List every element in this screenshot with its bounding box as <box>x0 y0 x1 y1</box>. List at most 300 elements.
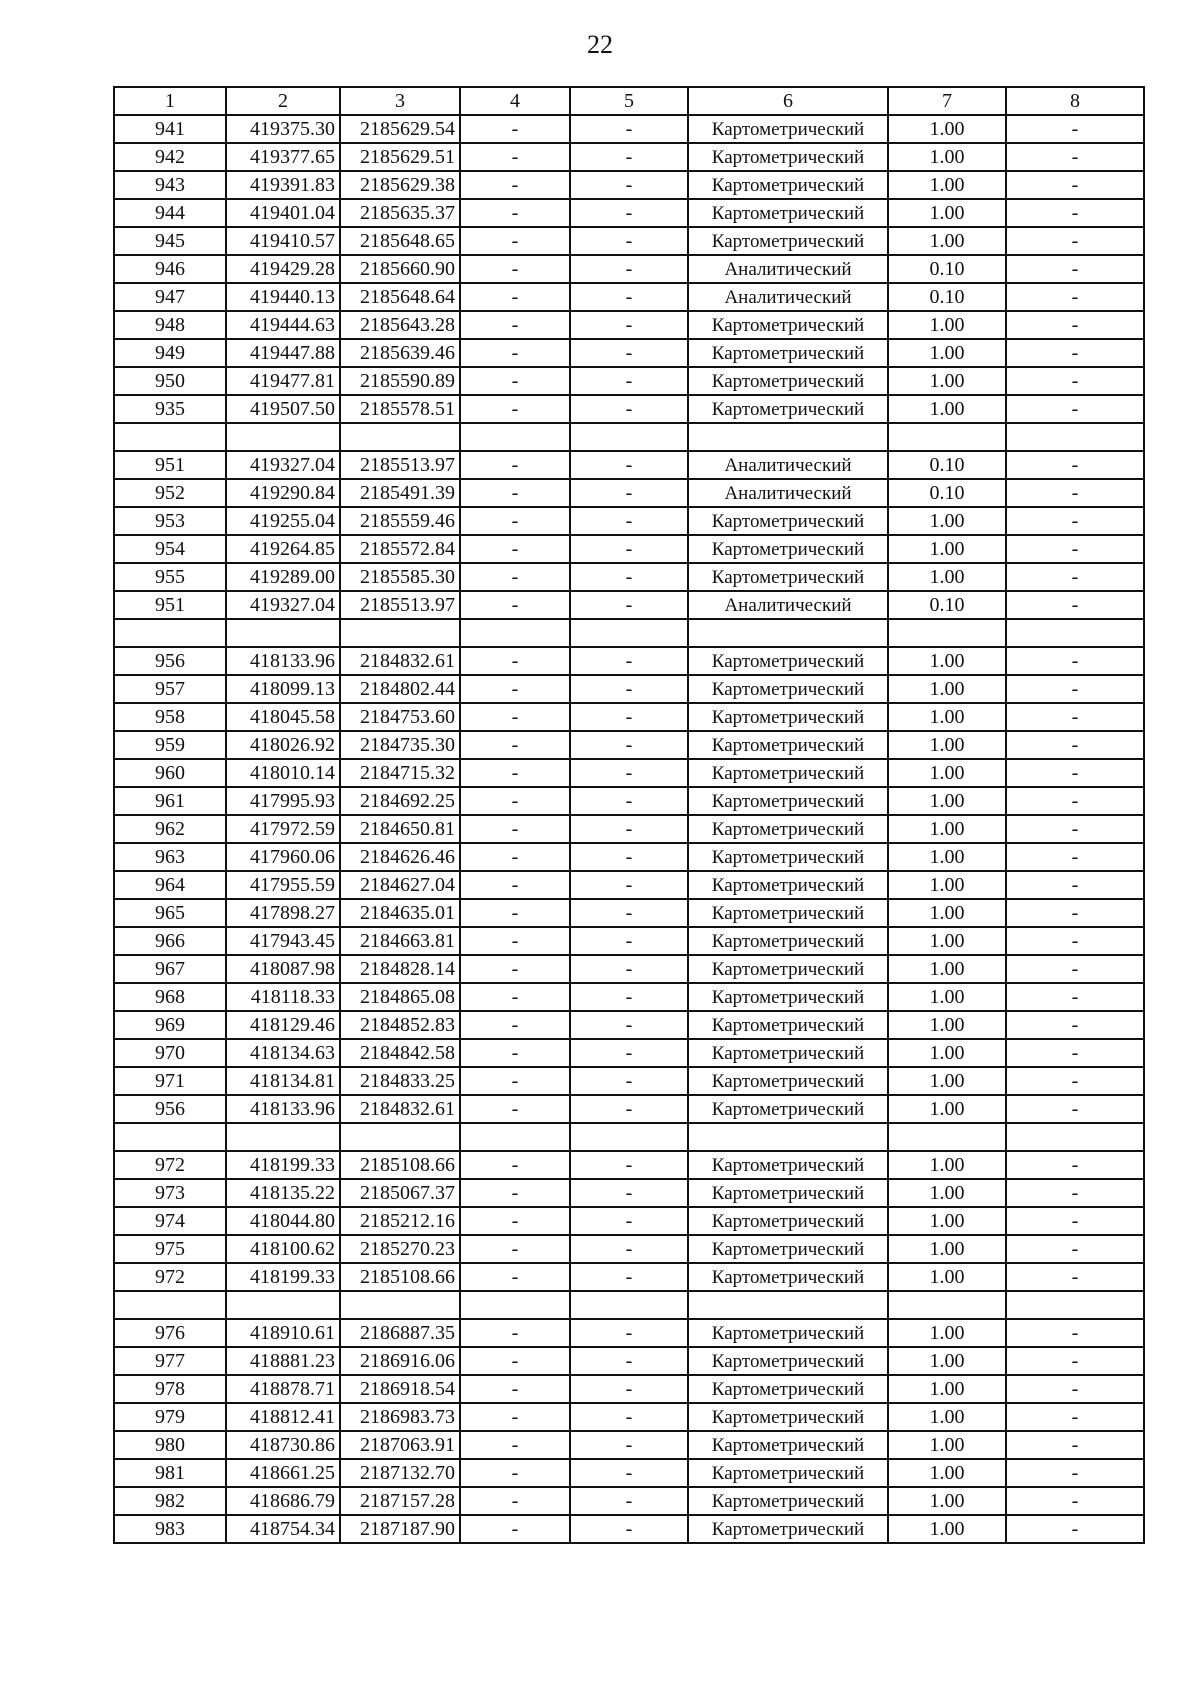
accuracy-cell: 1.00 <box>888 395 1006 423</box>
table-row <box>114 1207 1144 1235</box>
table-row <box>114 983 1144 1011</box>
x-coordinate-cell: 419440.13 <box>226 283 340 311</box>
accuracy-cell: 1.00 <box>888 1235 1006 1263</box>
col8-value-cell: - <box>1006 1095 1144 1123</box>
method-cell: Картометрический <box>688 1459 888 1487</box>
y-coordinate-cell: 2185491.39 <box>340 479 460 507</box>
col5-value-cell: - <box>570 1403 688 1431</box>
accuracy-cell: 1.00 <box>888 1459 1006 1487</box>
col8-value-cell: - <box>1006 255 1144 283</box>
x-coordinate-cell: 418754.34 <box>226 1515 340 1543</box>
col8-value-cell: - <box>1006 1207 1144 1235</box>
col8-value-cell: - <box>1006 1319 1144 1347</box>
y-coordinate-cell: 2185270.23 <box>340 1235 460 1263</box>
col5-value-cell: - <box>570 955 688 983</box>
x-coordinate-cell: 419410.57 <box>226 227 340 255</box>
col5-value-cell: - <box>570 843 688 871</box>
y-coordinate-cell: 2185629.54 <box>340 115 460 143</box>
x-coordinate-cell: 419255.04 <box>226 507 340 535</box>
point-number-cell: 972 <box>114 1263 226 1291</box>
col5-value-cell: - <box>570 1179 688 1207</box>
x-coordinate-cell: 418045.58 <box>226 703 340 731</box>
column-header: 1 <box>114 87 226 115</box>
table-row <box>114 787 1144 815</box>
col5-value-cell: - <box>570 507 688 535</box>
col4-value-cell: - <box>460 563 570 591</box>
table-row <box>114 339 1144 367</box>
column-header: 7 <box>888 87 1006 115</box>
y-coordinate-cell: 2184635.01 <box>340 899 460 927</box>
table-row <box>114 1487 1144 1515</box>
y-coordinate-cell: 2185629.51 <box>340 143 460 171</box>
point-number-cell: 954 <box>114 535 226 563</box>
method-cell: Картометрический <box>688 927 888 955</box>
table-row <box>114 815 1144 843</box>
col5-value-cell: - <box>570 479 688 507</box>
method-cell: Картометрический <box>688 1403 888 1431</box>
method-cell: Аналитический <box>688 255 888 283</box>
table-row <box>114 731 1144 759</box>
column-header: 5 <box>570 87 688 115</box>
point-number-cell: 956 <box>114 647 226 675</box>
x-coordinate-cell: 418199.33 <box>226 1263 340 1291</box>
point-number-cell: 955 <box>114 563 226 591</box>
col8-value-cell: - <box>1006 507 1144 535</box>
page-number: 22 <box>587 30 613 59</box>
accuracy-cell: 1.00 <box>888 927 1006 955</box>
y-coordinate-cell: 2184802.44 <box>340 675 460 703</box>
point-number-cell: 968 <box>114 983 226 1011</box>
table-row <box>114 1403 1144 1431</box>
col4-value-cell: - <box>460 871 570 899</box>
col5-value-cell: - <box>570 227 688 255</box>
method-cell: Картометрический <box>688 199 888 227</box>
accuracy-cell: 1.00 <box>888 311 1006 339</box>
column-header: 4 <box>460 87 570 115</box>
table-row <box>114 759 1144 787</box>
y-coordinate-cell: 2186918.54 <box>340 1375 460 1403</box>
col4-value-cell: - <box>460 703 570 731</box>
col4-value-cell: - <box>460 787 570 815</box>
col4-value-cell <box>460 1123 570 1151</box>
col8-value-cell: - <box>1006 535 1144 563</box>
table-row <box>114 1431 1144 1459</box>
col8-value-cell <box>1006 423 1144 451</box>
y-coordinate-cell: 2187157.28 <box>340 1487 460 1515</box>
col5-value-cell: - <box>570 1319 688 1347</box>
col5-value-cell: - <box>570 591 688 619</box>
col4-value-cell: - <box>460 1067 570 1095</box>
point-number-cell: 946 <box>114 255 226 283</box>
col8-value-cell: - <box>1006 171 1144 199</box>
col8-value-cell: - <box>1006 1011 1144 1039</box>
point-number-cell: 943 <box>114 171 226 199</box>
col8-value-cell: - <box>1006 787 1144 815</box>
y-coordinate-cell: 2185585.30 <box>340 563 460 591</box>
method-cell: Картометрический <box>688 143 888 171</box>
col5-value-cell <box>570 619 688 647</box>
method-cell <box>688 619 888 647</box>
table-row <box>114 1039 1144 1067</box>
x-coordinate-cell: 418135.22 <box>226 1179 340 1207</box>
col8-value-cell: - <box>1006 1179 1144 1207</box>
point-number-cell: 970 <box>114 1039 226 1067</box>
col5-value-cell: - <box>570 311 688 339</box>
accuracy-cell: 1.00 <box>888 731 1006 759</box>
x-coordinate-cell: 418133.96 <box>226 647 340 675</box>
col5-value-cell: - <box>570 143 688 171</box>
x-coordinate-cell: 417943.45 <box>226 927 340 955</box>
col5-value-cell: - <box>570 1067 688 1095</box>
accuracy-cell: 1.00 <box>888 1207 1006 1235</box>
col5-value-cell: - <box>570 1263 688 1291</box>
col4-value-cell: - <box>460 1263 570 1291</box>
col4-value-cell: - <box>460 395 570 423</box>
col8-value-cell <box>1006 1123 1144 1151</box>
table-row <box>114 1095 1144 1123</box>
y-coordinate-cell: 2185212.16 <box>340 1207 460 1235</box>
accuracy-cell: 1.00 <box>888 1039 1006 1067</box>
col5-value-cell: - <box>570 759 688 787</box>
accuracy-cell <box>888 1123 1006 1151</box>
table-row <box>114 479 1144 507</box>
col5-value-cell: - <box>570 1375 688 1403</box>
table-separator-row <box>114 1123 1144 1151</box>
table-row <box>114 1263 1144 1291</box>
col4-value-cell: - <box>460 955 570 983</box>
col8-value-cell: - <box>1006 1487 1144 1515</box>
method-cell: Картометрический <box>688 339 888 367</box>
col4-value-cell: - <box>460 1459 570 1487</box>
table-row <box>114 647 1144 675</box>
y-coordinate-cell <box>340 1123 460 1151</box>
method-cell: Картометрический <box>688 1263 888 1291</box>
y-coordinate-cell: 2184627.04 <box>340 871 460 899</box>
point-number-cell: 961 <box>114 787 226 815</box>
method-cell: Картометрический <box>688 1039 888 1067</box>
table-separator-row <box>114 1291 1144 1319</box>
table-row <box>114 283 1144 311</box>
table-row <box>114 1151 1144 1179</box>
col5-value-cell: - <box>570 199 688 227</box>
point-number-cell: 958 <box>114 703 226 731</box>
table-row <box>114 171 1144 199</box>
x-coordinate-cell: 418686.79 <box>226 1487 340 1515</box>
method-cell: Аналитический <box>688 283 888 311</box>
point-number-cell: 947 <box>114 283 226 311</box>
col5-value-cell: - <box>570 451 688 479</box>
col4-value-cell: - <box>460 1515 570 1543</box>
col8-value-cell <box>1006 1291 1144 1319</box>
col4-value-cell <box>460 619 570 647</box>
accuracy-cell: 1.00 <box>888 899 1006 927</box>
x-coordinate-cell: 419447.88 <box>226 339 340 367</box>
method-cell: Картометрический <box>688 983 888 1011</box>
table-row <box>114 1375 1144 1403</box>
x-coordinate-cell: 419327.04 <box>226 451 340 479</box>
col5-value-cell: - <box>570 115 688 143</box>
x-coordinate-cell: 419327.04 <box>226 591 340 619</box>
table-row <box>114 143 1144 171</box>
x-coordinate-cell: 418730.86 <box>226 1431 340 1459</box>
table-header-row <box>114 87 1144 115</box>
col4-value-cell: - <box>460 983 570 1011</box>
col8-value-cell: - <box>1006 731 1144 759</box>
x-coordinate-cell: 419289.00 <box>226 563 340 591</box>
col4-value-cell: - <box>460 1375 570 1403</box>
accuracy-cell: 1.00 <box>888 1319 1006 1347</box>
col4-value-cell: - <box>460 927 570 955</box>
col4-value-cell: - <box>460 899 570 927</box>
x-coordinate-cell: 418661.25 <box>226 1459 340 1487</box>
table-row <box>114 451 1144 479</box>
point-number-cell <box>114 1291 226 1319</box>
y-coordinate-cell: 2184715.32 <box>340 759 460 787</box>
x-coordinate-cell: 418099.13 <box>226 675 340 703</box>
col8-value-cell: - <box>1006 395 1144 423</box>
accuracy-cell: 1.00 <box>888 955 1006 983</box>
col8-value-cell: - <box>1006 591 1144 619</box>
col5-value-cell: - <box>570 647 688 675</box>
method-cell: Картометрический <box>688 171 888 199</box>
accuracy-cell: 1.00 <box>888 1011 1006 1039</box>
y-coordinate-cell: 2185635.37 <box>340 199 460 227</box>
method-cell: Картометрический <box>688 899 888 927</box>
y-coordinate-cell: 2185629.38 <box>340 171 460 199</box>
x-coordinate-cell: 418044.80 <box>226 1207 340 1235</box>
method-cell: Картометрический <box>688 1431 888 1459</box>
col5-value-cell: - <box>570 367 688 395</box>
table-row <box>114 899 1144 927</box>
table-row <box>114 227 1144 255</box>
point-number-cell: 960 <box>114 759 226 787</box>
table-row <box>114 311 1144 339</box>
method-cell: Аналитический <box>688 451 888 479</box>
y-coordinate-cell: 2185559.46 <box>340 507 460 535</box>
accuracy-cell: 1.00 <box>888 1347 1006 1375</box>
accuracy-cell: 1.00 <box>888 1375 1006 1403</box>
x-coordinate-cell: 418010.14 <box>226 759 340 787</box>
x-coordinate-cell: 419429.28 <box>226 255 340 283</box>
col4-value-cell: - <box>460 731 570 759</box>
method-cell: Картометрический <box>688 815 888 843</box>
y-coordinate-cell: 2185648.65 <box>340 227 460 255</box>
table-row <box>114 927 1144 955</box>
method-cell: Картометрический <box>688 871 888 899</box>
table-row <box>114 1347 1144 1375</box>
table-row <box>114 1515 1144 1543</box>
point-number-cell: 962 <box>114 815 226 843</box>
col4-value-cell: - <box>460 507 570 535</box>
x-coordinate-cell <box>226 1291 340 1319</box>
point-number-cell <box>114 619 226 647</box>
method-cell: Картометрический <box>688 1319 888 1347</box>
point-number-cell: 980 <box>114 1431 226 1459</box>
col5-value-cell: - <box>570 1487 688 1515</box>
y-coordinate-cell: 2184650.81 <box>340 815 460 843</box>
col4-value-cell: - <box>460 815 570 843</box>
method-cell: Картометрический <box>688 1487 888 1515</box>
col8-value-cell: - <box>1006 1403 1144 1431</box>
table-row <box>114 843 1144 871</box>
col5-value-cell: - <box>570 983 688 1011</box>
accuracy-cell: 0.10 <box>888 283 1006 311</box>
x-coordinate-cell: 418129.46 <box>226 1011 340 1039</box>
table-row <box>114 1067 1144 1095</box>
col5-value-cell <box>570 1123 688 1151</box>
point-number-cell: 951 <box>114 451 226 479</box>
point-number-cell: 967 <box>114 955 226 983</box>
y-coordinate-cell: 2184865.08 <box>340 983 460 1011</box>
col8-value-cell: - <box>1006 367 1144 395</box>
table-row <box>114 199 1144 227</box>
y-coordinate-cell: 2184842.58 <box>340 1039 460 1067</box>
col8-value-cell: - <box>1006 1039 1144 1067</box>
x-coordinate-cell: 417955.59 <box>226 871 340 899</box>
accuracy-cell: 1.00 <box>888 787 1006 815</box>
col4-value-cell <box>460 1291 570 1319</box>
method-cell: Аналитический <box>688 479 888 507</box>
method-cell: Картометрический <box>688 1347 888 1375</box>
col5-value-cell: - <box>570 1459 688 1487</box>
col4-value-cell: - <box>460 199 570 227</box>
col5-value-cell: - <box>570 1515 688 1543</box>
col8-value-cell: - <box>1006 703 1144 731</box>
col8-value-cell: - <box>1006 871 1144 899</box>
x-coordinate-cell: 418118.33 <box>226 983 340 1011</box>
method-cell: Картометрический <box>688 675 888 703</box>
point-number-cell: 969 <box>114 1011 226 1039</box>
y-coordinate-cell: 2184833.25 <box>340 1067 460 1095</box>
col5-value-cell: - <box>570 899 688 927</box>
accuracy-cell: 0.10 <box>888 591 1006 619</box>
table-row <box>114 255 1144 283</box>
col5-value-cell: - <box>570 339 688 367</box>
y-coordinate-cell: 2185572.84 <box>340 535 460 563</box>
col5-value-cell: - <box>570 1039 688 1067</box>
y-coordinate-cell: 2185639.46 <box>340 339 460 367</box>
table-row <box>114 563 1144 591</box>
col8-value-cell: - <box>1006 115 1144 143</box>
point-number-cell: 941 <box>114 115 226 143</box>
col5-value-cell: - <box>570 787 688 815</box>
col5-value-cell: - <box>570 1095 688 1123</box>
x-coordinate-cell: 419391.83 <box>226 171 340 199</box>
col4-value-cell: - <box>460 675 570 703</box>
method-cell: Картометрический <box>688 1095 888 1123</box>
col4-value-cell: - <box>460 1319 570 1347</box>
y-coordinate-cell: 2185660.90 <box>340 255 460 283</box>
col5-value-cell: - <box>570 1347 688 1375</box>
x-coordinate-cell: 418133.96 <box>226 1095 340 1123</box>
point-number-cell: 935 <box>114 395 226 423</box>
y-coordinate-cell: 2187063.91 <box>340 1431 460 1459</box>
accuracy-cell: 1.00 <box>888 1095 1006 1123</box>
accuracy-cell: 0.10 <box>888 451 1006 479</box>
y-coordinate-cell: 2186916.06 <box>340 1347 460 1375</box>
y-coordinate-cell: 2184753.60 <box>340 703 460 731</box>
y-coordinate-cell: 2187132.70 <box>340 1459 460 1487</box>
accuracy-cell: 1.00 <box>888 1487 1006 1515</box>
accuracy-cell: 1.00 <box>888 199 1006 227</box>
col4-value-cell: - <box>460 143 570 171</box>
column-header: 3 <box>340 87 460 115</box>
accuracy-cell: 1.00 <box>888 871 1006 899</box>
y-coordinate-cell: 2184828.14 <box>340 955 460 983</box>
col5-value-cell: - <box>570 535 688 563</box>
y-coordinate-cell: 2185108.66 <box>340 1263 460 1291</box>
x-coordinate-cell: 418134.81 <box>226 1067 340 1095</box>
x-coordinate-cell: 419264.85 <box>226 535 340 563</box>
point-number-cell: 957 <box>114 675 226 703</box>
method-cell: Картометрический <box>688 1207 888 1235</box>
col4-value-cell: - <box>460 759 570 787</box>
column-header: 8 <box>1006 87 1144 115</box>
method-cell: Картометрический <box>688 1067 888 1095</box>
col8-value-cell: - <box>1006 283 1144 311</box>
x-coordinate-cell: 419375.30 <box>226 115 340 143</box>
accuracy-cell: 0.10 <box>888 479 1006 507</box>
point-number-cell: 964 <box>114 871 226 899</box>
point-number-cell <box>114 1123 226 1151</box>
point-number-cell: 956 <box>114 1095 226 1123</box>
accuracy-cell: 1.00 <box>888 983 1006 1011</box>
method-cell <box>688 1123 888 1151</box>
accuracy-cell: 0.10 <box>888 255 1006 283</box>
x-coordinate-cell <box>226 1123 340 1151</box>
accuracy-cell: 1.00 <box>888 843 1006 871</box>
column-header: 6 <box>688 87 888 115</box>
method-cell: Картометрический <box>688 535 888 563</box>
accuracy-cell: 1.00 <box>888 171 1006 199</box>
col8-value-cell: - <box>1006 1515 1144 1543</box>
method-cell <box>688 423 888 451</box>
col5-value-cell: - <box>570 1011 688 1039</box>
point-number-cell: 976 <box>114 1319 226 1347</box>
table-row <box>114 1319 1144 1347</box>
col8-value-cell <box>1006 619 1144 647</box>
col4-value-cell: - <box>460 1095 570 1123</box>
y-coordinate-cell <box>340 619 460 647</box>
x-coordinate-cell: 418881.23 <box>226 1347 340 1375</box>
col8-value-cell: - <box>1006 1067 1144 1095</box>
col4-value-cell: - <box>460 227 570 255</box>
col4-value-cell: - <box>460 479 570 507</box>
y-coordinate-cell: 2184692.25 <box>340 787 460 815</box>
col4-value-cell: - <box>460 1039 570 1067</box>
col5-value-cell: - <box>570 815 688 843</box>
col5-value-cell: - <box>570 395 688 423</box>
col8-value-cell: - <box>1006 759 1144 787</box>
point-number-cell: 979 <box>114 1403 226 1431</box>
x-coordinate-cell: 418100.62 <box>226 1235 340 1263</box>
point-number-cell: 977 <box>114 1347 226 1375</box>
coordinates-table <box>113 86 1145 1544</box>
accuracy-cell: 1.00 <box>888 1431 1006 1459</box>
point-number-cell: 978 <box>114 1375 226 1403</box>
col4-value-cell: - <box>460 1011 570 1039</box>
point-number-cell: 951 <box>114 591 226 619</box>
point-number-cell: 944 <box>114 199 226 227</box>
col8-value-cell: - <box>1006 199 1144 227</box>
y-coordinate-cell <box>340 423 460 451</box>
col5-value-cell <box>570 1291 688 1319</box>
table-row <box>114 507 1144 535</box>
method-cell: Картометрический <box>688 703 888 731</box>
col8-value-cell: - <box>1006 983 1144 1011</box>
table-row <box>114 591 1144 619</box>
method-cell: Картометрический <box>688 787 888 815</box>
